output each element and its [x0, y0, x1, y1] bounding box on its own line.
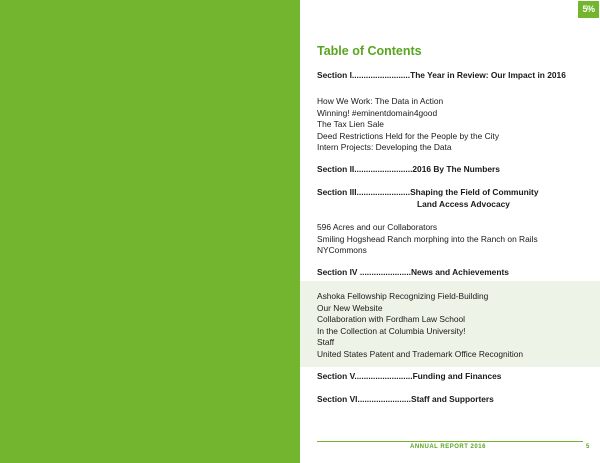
page-number: 5 [586, 444, 590, 450]
page-title: Table of Contents [317, 44, 422, 58]
toc-item[interactable]: Smiling Hogshead Ranch morphing into the Ranch on Rails [317, 233, 538, 244]
toc-item[interactable]: Our New Website [317, 302, 383, 313]
footer-divider [317, 441, 583, 442]
footer-title: ANNUAL REPORT 2016 [410, 444, 486, 450]
toc-item[interactable]: NYCommons [317, 245, 367, 255]
toc-item[interactable]: Staff [317, 337, 335, 347]
toc-item[interactable]: How We Work: The Data in Action [317, 96, 444, 106]
toc-item[interactable]: Ashoka Fellowship Recognizing Field-Building [317, 291, 489, 301]
toc-section-6[interactable]: Section VI.......................Staff and Supporters [317, 394, 494, 404]
toc-item[interactable]: The Tax Lien Sale [317, 119, 384, 129]
toc-item[interactable]: Collaboration with Fordham Law School [317, 314, 466, 324]
toc-item[interactable]: United States Patent and Trademark Office Recognition [317, 348, 524, 359]
toc-section-2[interactable]: Section II.........................2016 By The Numbers [317, 164, 500, 174]
toc-section-4[interactable]: Section IV ......................News and Achievements [317, 267, 509, 277]
toc-item[interactable]: Winning! #eminentdomain4good [317, 107, 438, 118]
logo-icon: 5% [578, 1, 599, 18]
toc-section-3[interactable]: Section III.......................Shaping the Field of Community [317, 187, 539, 197]
toc-item[interactable]: Deed Restrictions Held for the People by the City [317, 130, 500, 141]
toc-item[interactable]: 596 Acres and our Collaborators [317, 222, 438, 232]
toc-section-3-continued[interactable]: Land Access Advocacy [417, 198, 510, 209]
toc-item[interactable]: In the Collection at Columbia University! [317, 325, 466, 336]
toc-section-1[interactable]: Section I.........................The Year in Review: Our Impact in 2016 [317, 70, 566, 80]
toc-item[interactable]: Intern Projects: Developing the Data [317, 142, 452, 152]
toc-section-5[interactable]: Section V.........................Funding and Finances [317, 371, 502, 381]
